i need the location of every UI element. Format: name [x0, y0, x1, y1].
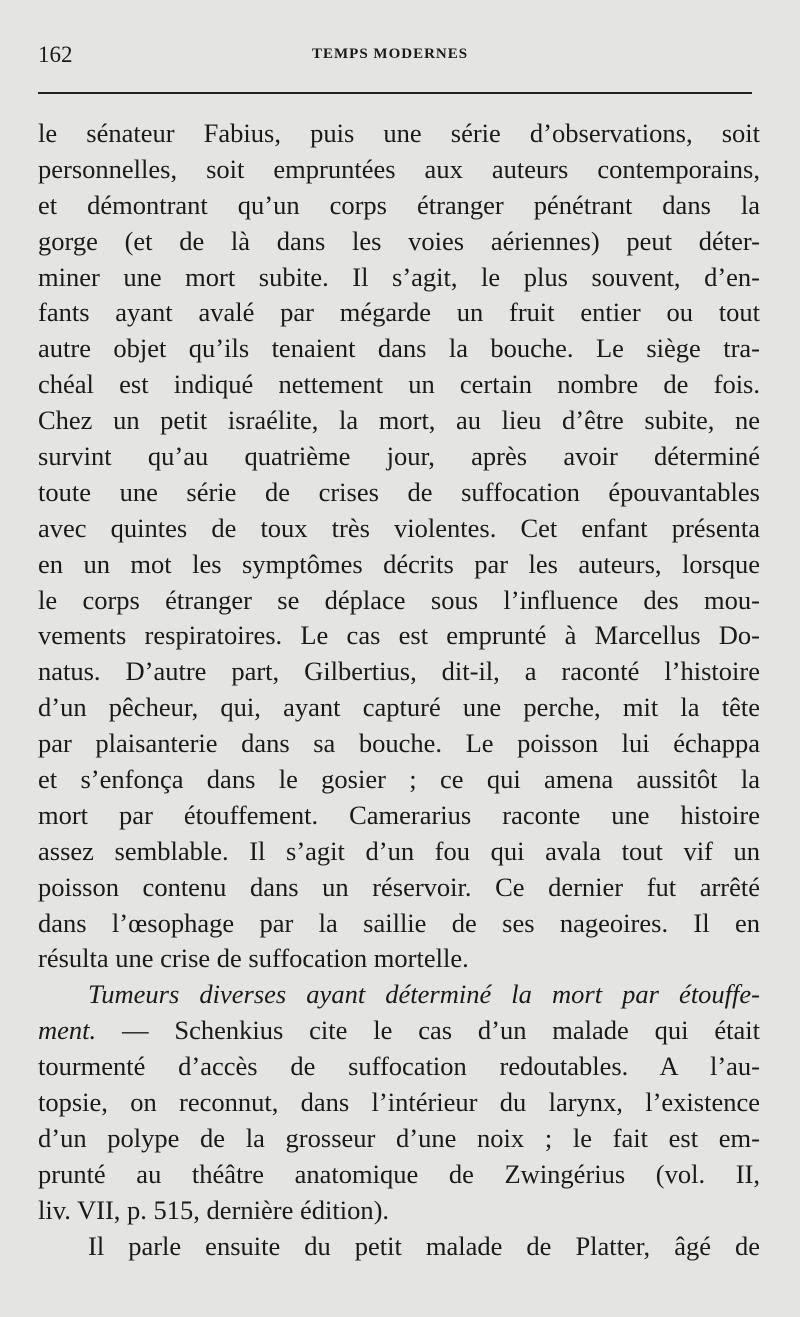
text-line: avec quintes de toux très violentes. Cet enfant présenta	[38, 512, 760, 543]
text-line: Il parle ensuite du petit malade de Platter, âgé de	[88, 1230, 760, 1261]
text-line: liv. VII, p. 515, dernière édition).	[38, 1194, 390, 1225]
text-line: et démontrant qu’un corps étranger pénétrant dans la	[38, 189, 760, 220]
text-line: autre objet qu’ils tenaient dans la bouche. Le siège tra-	[38, 333, 760, 364]
text-line: gorge (et de là dans les voies aériennes) peut déter-	[38, 225, 760, 256]
text-line: assez semblable. Il s’agit d’un fou qui avala tout vif un	[38, 835, 760, 866]
header-rule	[38, 92, 752, 94]
italic-heading-end: ment.	[38, 1015, 97, 1046]
text-line: le corps étranger se déplace sous l’influence des mou-	[38, 584, 760, 615]
page-number: 162	[38, 42, 73, 67]
text-line: chéal est indiqué nettement un certain nombre de fois.	[38, 369, 760, 400]
text-line: et s’enfonça dans le gosier ; ce qui amena aussitôt la	[38, 764, 760, 795]
text-line: Chez un petit israélite, la mort, au lieu d’être subite, ne	[38, 405, 760, 436]
text-line: par plaisanterie dans sa bouche. Le poisson lui échappa	[38, 728, 760, 759]
text-line: natus. D’autre part, Gilbertius, dit-il, a raconté l’histoire	[38, 656, 760, 687]
text-line: topsie, on reconnut, dans l’intérieur du larynx, l’existence	[38, 1087, 760, 1118]
text-line: d’un polype de la grosseur d’une noix ; le fait est em-	[38, 1122, 760, 1153]
text-line: résulta une crise de suffocation mortelle.	[38, 943, 469, 974]
page-header	[38, 38, 752, 78]
text-run: — Schenkius cite le cas d’un malade qui était	[96, 1015, 760, 1046]
text-line: fants ayant avalé par mégarde un fruit entier ou tout	[38, 297, 760, 328]
text-line: mort par étouffement. Camerarius raconte une histoire	[38, 799, 760, 830]
text-line: en un mot les symptômes décrits par les auteurs, lorsque	[38, 548, 760, 579]
text-line	[38, 1013, 760, 1049]
text-line: survint qu’au quatrième jour, après avoir déterminé	[38, 441, 760, 472]
body-text	[38, 116, 760, 1265]
text-line: dans l’œsophage par la saillie de ses nageoires. Il en	[38, 907, 760, 938]
text-line: d’un pêcheur, qui, ayant capturé une perche, mit la tête	[38, 692, 760, 723]
text-line: personnelles, soit empruntées aux auteurs contemporains,	[38, 153, 760, 184]
text-line: prunté au théâtre anatomique de Zwingérius (vol. II,	[38, 1158, 760, 1189]
text-line	[38, 977, 760, 1013]
text-line: miner une mort subite. Il s’agit, le plus souvent, d’en-	[38, 261, 760, 292]
text-line: tourmenté d’accès de suffocation redoutables. A l’au-	[38, 1051, 760, 1082]
text-line: toute une série de crises de suffocation épouvantables	[38, 476, 760, 507]
text-line: poisson contenu dans un réservoir. Ce dernier fut arrêté	[38, 871, 760, 902]
text-line: vements respiratoires. Le cas est emprunté à Marcellus Do-	[38, 620, 760, 651]
running-title: TEMPS MODERNES	[312, 46, 469, 62]
italic-heading: Tumeurs diverses ayant déterminé la mort par étouffe-	[88, 979, 760, 1010]
text-line: le sénateur Fabius, puis une série d’observations, soit	[38, 118, 760, 148]
